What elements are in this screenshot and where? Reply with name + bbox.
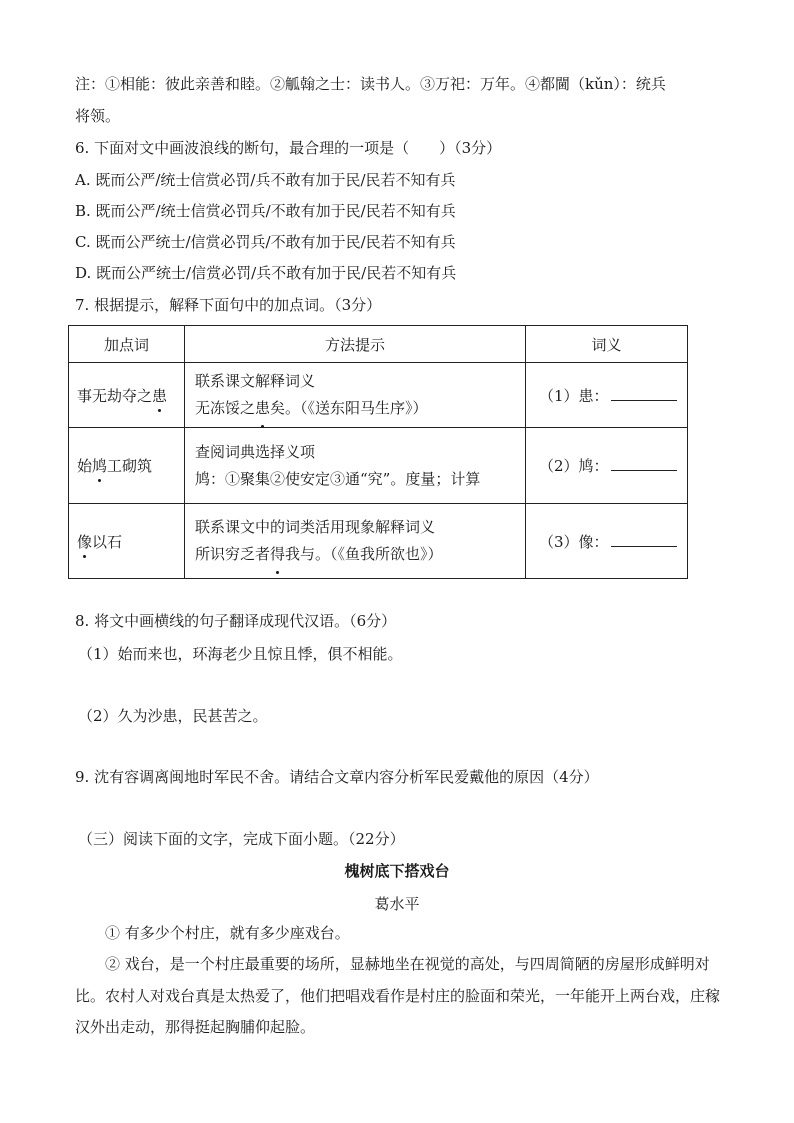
dotted-word-cell [69,363,185,428]
hint-text: 矣。（《送东阳马生序》） [270,399,428,417]
question-9-stem: 9. 沈有容调离闽地时军民不舍。请结合文章内容分析军民爱戴他的原因（4分） [75,768,599,786]
answer-label: （3）像： [539,532,609,551]
table-header-row [69,326,688,363]
table-row [69,504,688,579]
answer-cell [526,504,688,579]
question-6-stem: 6. 下面对文中画波浪线的断句，最合理的一项是（ ）（3分） [75,139,502,157]
dotted-char: 患 [152,386,168,405]
note-line-2: 将领。 [75,107,121,125]
hint-text: 我与。（《鱼我所欲也》） [285,545,443,563]
answer-blank[interactable] [611,455,677,471]
hint-cell [185,428,526,504]
dotted-word-cell [69,504,185,579]
question-8-stem: 8. 将文中画横线的句子翻译成现代汉语。（6分） [75,612,397,630]
word-text: 以石 [92,532,123,551]
answer-blank[interactable] [611,385,677,401]
header-word: 加点词 [69,326,185,363]
table-row [69,428,688,504]
table-row [69,363,688,428]
hint-text: 鸠：①聚集②使安定③通“究”。度量；计算 [195,469,481,488]
hint-method: 联系课文中的词类活用现象解释词义 [195,518,436,536]
vocab-table [68,325,688,579]
hint-method: 联系课文解释词义 [195,372,316,390]
article-title: 槐树底下搭戏台 [344,862,450,880]
option-b: B. 既而公严/统士信赏必罚兵/不敢有加于民/民若不知有兵 [75,202,456,220]
hint-example [195,466,525,493]
dotted-char: 患 [255,395,270,422]
question-7-stem: 7. 根据提示，解释下面句中的加点词。（3分） [75,296,382,314]
hint-cell [185,504,526,579]
word-text: 工砌筑 [107,457,153,475]
hint-text: 所识穷乏者 [195,545,271,563]
hint-example [195,541,525,568]
answer-label: （2）鸠： [539,457,609,475]
answer-blank[interactable] [611,531,677,547]
paragraph-1: ① 有多少个村庄，就有多少座戏台。 [105,924,350,942]
answer-cell [526,428,688,504]
dotted-word-cell [69,428,185,504]
dotted-char: 像 [77,532,93,551]
hint-example [195,395,525,422]
note-line-1: 注：①相能：彼此亲善和睦。②觚翰之士：读书人。③万祀：万年。④都閫（kǔn）：统兵 [75,75,666,93]
answer-label: （1）患： [539,386,609,405]
translation-sentence-1: （1）始而来也，环海老少且惊且悸，俱不相能。 [78,645,403,663]
section-3-heading: （三）阅读下面的文字，完成下面小题。（22分） [78,830,405,848]
option-c: C. 既而公严统士/信赏必罚兵/不敢有加于民/民若不知有兵 [75,233,456,251]
header-meaning: 词义 [526,326,688,363]
option-d: D. 既而公严统士/信赏必罚/兵不敢有加于民/民若不知有兵 [75,264,457,282]
word-text: 事无劫夺之 [77,386,153,405]
hint-method: 查阅词典选择义项 [195,442,316,461]
article-author: 葛水平 [374,895,420,913]
dotted-char: 鸠 [92,457,108,475]
paragraph-2: ② 戏台，是一个村庄最重要的场所，显赫地坐在视觉的高处，与四周简陋的房屋形成鲜明对比。农村人对戏台真是太热爱了，他们把唱戏看作是村庄的脸面和荣光，一年能开上两台戏，庄稼汉外出走动，那得挺起胸脯仰起脸。 [75,955,721,1036]
hint-cell [185,363,526,428]
header-hint: 方法提示 [185,326,526,363]
word-text: 始 [77,457,93,475]
answer-cell [526,363,688,428]
translation-sentence-2: （2）久为沙患，民甚苦之。 [78,707,268,725]
hint-text: 无冻馁之 [195,399,256,417]
option-a: A. 既而公严/统士信赏必罚/兵不敢有加于民/民若不知有兵 [75,171,456,189]
dotted-char: 得 [270,541,285,568]
